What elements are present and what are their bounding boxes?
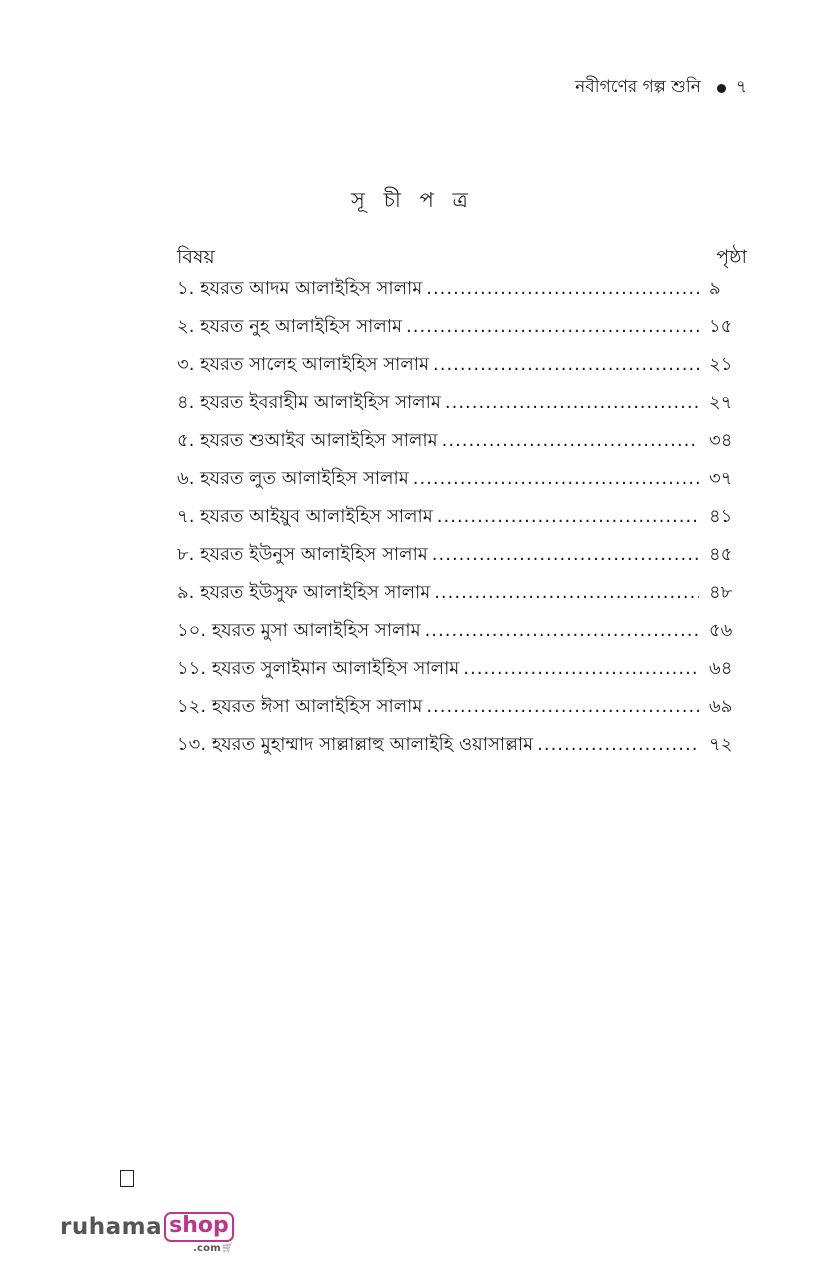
dot-leader	[413, 464, 699, 494]
book-title: নবীগণের গল্প শুনি	[575, 77, 701, 97]
toc-entry[interactable]	[177, 730, 747, 768]
toc-entry[interactable]	[177, 426, 747, 464]
column-topic-heading: বিষয়	[177, 246, 215, 268]
entry-page: ২৭	[709, 392, 733, 413]
running-header	[575, 74, 747, 102]
dot-leader	[426, 274, 699, 304]
cart-icon: 🛒︎	[220, 1243, 234, 1254]
toc-title: সূ চী প ত্র	[351, 188, 474, 212]
entry-text: ২. হযরত নুহ আলাইহিস সালাম	[177, 316, 402, 337]
dot-leader	[406, 312, 699, 342]
entry-page: ৩৭	[709, 468, 733, 489]
bullet-icon	[717, 84, 726, 93]
logo-shop-badge	[164, 1212, 234, 1254]
toc-entry[interactable]	[177, 312, 747, 350]
entry-text: ১০. হযরত মুসা আলাইহিস সালাম	[177, 620, 421, 641]
entry-text: ১৩. হযরত মুহাম্মাদ সাল্লাল্লাহু আলাইহি ওয়াসাল্লাম	[177, 734, 534, 755]
entry-page: ৪৫	[709, 544, 733, 565]
dot-leader	[437, 502, 699, 532]
entry-text: ৫. হযরত শুআইব আলাইহিস সালাম	[177, 430, 438, 451]
entry-page: ৫৬	[709, 620, 733, 641]
toc-entry[interactable]	[177, 578, 747, 616]
entry-page: ৬৯	[709, 696, 733, 717]
entry-page: ৪৮	[709, 582, 733, 603]
dot-leader	[432, 540, 699, 570]
entry-page: ২১	[709, 354, 733, 375]
dot-leader	[463, 654, 699, 684]
toc-entry[interactable]	[177, 388, 747, 426]
toc-entry[interactable]	[177, 654, 747, 692]
entry-text: ১১. হযরত সুলাইমান আলাইহিস সালাম	[177, 658, 460, 679]
dot-leader	[442, 426, 699, 456]
entry-page: ৬৪	[709, 658, 733, 679]
column-page-heading: পৃষ্ঠা	[716, 246, 747, 268]
table-of-contents	[177, 240, 747, 768]
entry-page: ৭২	[709, 734, 733, 755]
toc-entry[interactable]	[177, 502, 747, 540]
ruhamashop-logo[interactable]	[60, 1212, 234, 1254]
square-marker-icon	[120, 1170, 134, 1187]
entry-page: ১৫	[709, 316, 733, 337]
logo-text-ruhama: ruhama	[60, 1214, 163, 1240]
toc-entry[interactable]	[177, 692, 747, 730]
logo-domain: .com🛒︎	[193, 1243, 234, 1254]
entry-page: ৯	[709, 278, 721, 299]
entry-text: ৬. হযরত লুত আলাইহিস সালাম	[177, 468, 409, 489]
entry-page: ৩৪	[709, 430, 733, 451]
toc-entry[interactable]	[177, 616, 747, 654]
toc-entry[interactable]	[177, 350, 747, 388]
page-number: ৭	[735, 77, 747, 97]
toc-entry[interactable]	[177, 274, 747, 312]
entry-text: ৪. হযরত ইবরাহীম আলাইহিস সালাম	[177, 392, 441, 413]
toc-header	[177, 240, 747, 274]
entry-page: ৪১	[709, 506, 733, 527]
dot-leader	[426, 692, 699, 722]
entry-text: ৩. হযরত সালেহ আলাইহিস সালাম	[177, 354, 430, 375]
entry-text: ১২. হযরত ঈসা আলাইহিস সালাম	[177, 696, 423, 717]
dot-leader	[445, 388, 699, 418]
dot-leader	[434, 578, 699, 608]
logo-text-shop: shop	[164, 1212, 234, 1242]
entry-text: ৭. হযরত আইয়ুব আলাইহিস সালাম	[177, 506, 433, 527]
toc-entry[interactable]	[177, 464, 747, 502]
dot-leader	[433, 350, 699, 380]
dot-leader	[537, 730, 699, 760]
entry-text: ৮. হযরত ইউনুস আলাইহিস সালাম	[177, 544, 428, 565]
dot-leader	[425, 616, 699, 646]
entry-text: ৯. হযরত ইউসুফ আলাইহিস সালাম	[177, 582, 431, 603]
entry-text: ১. হযরত আদম আলাইহিস সালাম	[177, 278, 423, 299]
toc-entry[interactable]	[177, 540, 747, 578]
